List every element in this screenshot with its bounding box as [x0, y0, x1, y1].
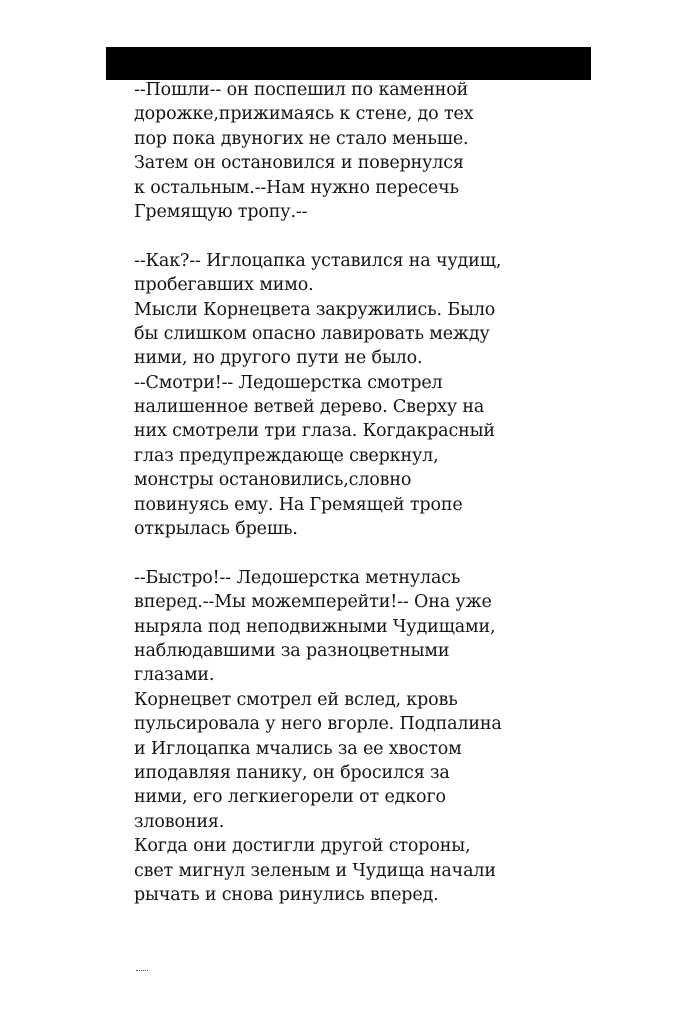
text-line: ними, но другого пути не было.: [134, 348, 423, 369]
text-line: наблюдавшими за разноцветными: [134, 640, 450, 661]
text-line: --Быстро!-- Ледошерстка метнулась: [134, 567, 461, 588]
text-line: ныряла под неподвижными Чудищами,: [134, 616, 496, 637]
paragraph-gap: [134, 541, 574, 565]
text-line: ними, его легкиегорели от едкого: [134, 787, 446, 808]
text-line: и Иглоцапка мчались за ее хвостом: [134, 738, 462, 759]
text-line: глазами.: [134, 665, 215, 686]
text-line: Когда они достигли другой стороны,: [134, 836, 471, 857]
cut-off-text-fragment: [136, 970, 148, 975]
paragraph-1: [134, 78, 574, 224]
text-line: дорожке,прижимаясь к стене, до тех: [134, 104, 474, 125]
text-line: --Пошли-- он поспешил по каменной: [134, 80, 469, 100]
text-line: монстры остановились,словно: [134, 470, 412, 491]
text-line: --Как?-- Иглоцапка уставился на чудищ,: [134, 250, 502, 271]
text-line: налишенное ветвей дерево. Сверху на: [134, 397, 485, 418]
text-line: пор пока двуногих не стало меньше.: [134, 128, 469, 149]
text-line: открылась брешь.: [134, 519, 298, 540]
text-line: --Смотри!-- Ледошерстка смотрел: [134, 372, 443, 393]
text-line: Мысли Корнецвета закружились. Было: [134, 299, 496, 320]
text-line: глаз предупреждающе сверкнул,: [134, 445, 439, 466]
text-line: Корнецвет смотрел ей вслед, кровь: [134, 689, 458, 710]
text-line: них смотрели три глаза. Когдакрасный: [134, 421, 495, 442]
text-line: к остальным.--Нам нужно пересечь: [134, 177, 459, 198]
text-line: пробегавших мимо.: [134, 275, 314, 296]
text-line: бы слишком опасно лавировать между: [134, 323, 490, 344]
text-line: Гремящую тропу.--: [134, 201, 308, 222]
text-line: рычать и снова ринулись вперед.: [134, 884, 439, 905]
text-line: свет мигнул зеленым и Чудища начали: [134, 860, 496, 881]
text-line: вперед.--Мы можемперейти!-- Она уже: [134, 592, 492, 613]
redaction-bar: [106, 47, 591, 80]
page-text: [134, 78, 574, 907]
paragraph-gap: [134, 224, 574, 248]
text-line: Затем он остановился и повернулся: [134, 153, 464, 174]
paragraph-3: [134, 566, 574, 907]
paragraph-2: [134, 249, 574, 542]
text-line: повинуясь ему. На Гремящей тропе: [134, 494, 463, 515]
text-line: иподавляя панику, он бросился за: [134, 762, 450, 783]
text-line: пульсировала у него вгорле. Подпалина: [134, 714, 502, 735]
text-line: зловония.: [134, 811, 225, 832]
